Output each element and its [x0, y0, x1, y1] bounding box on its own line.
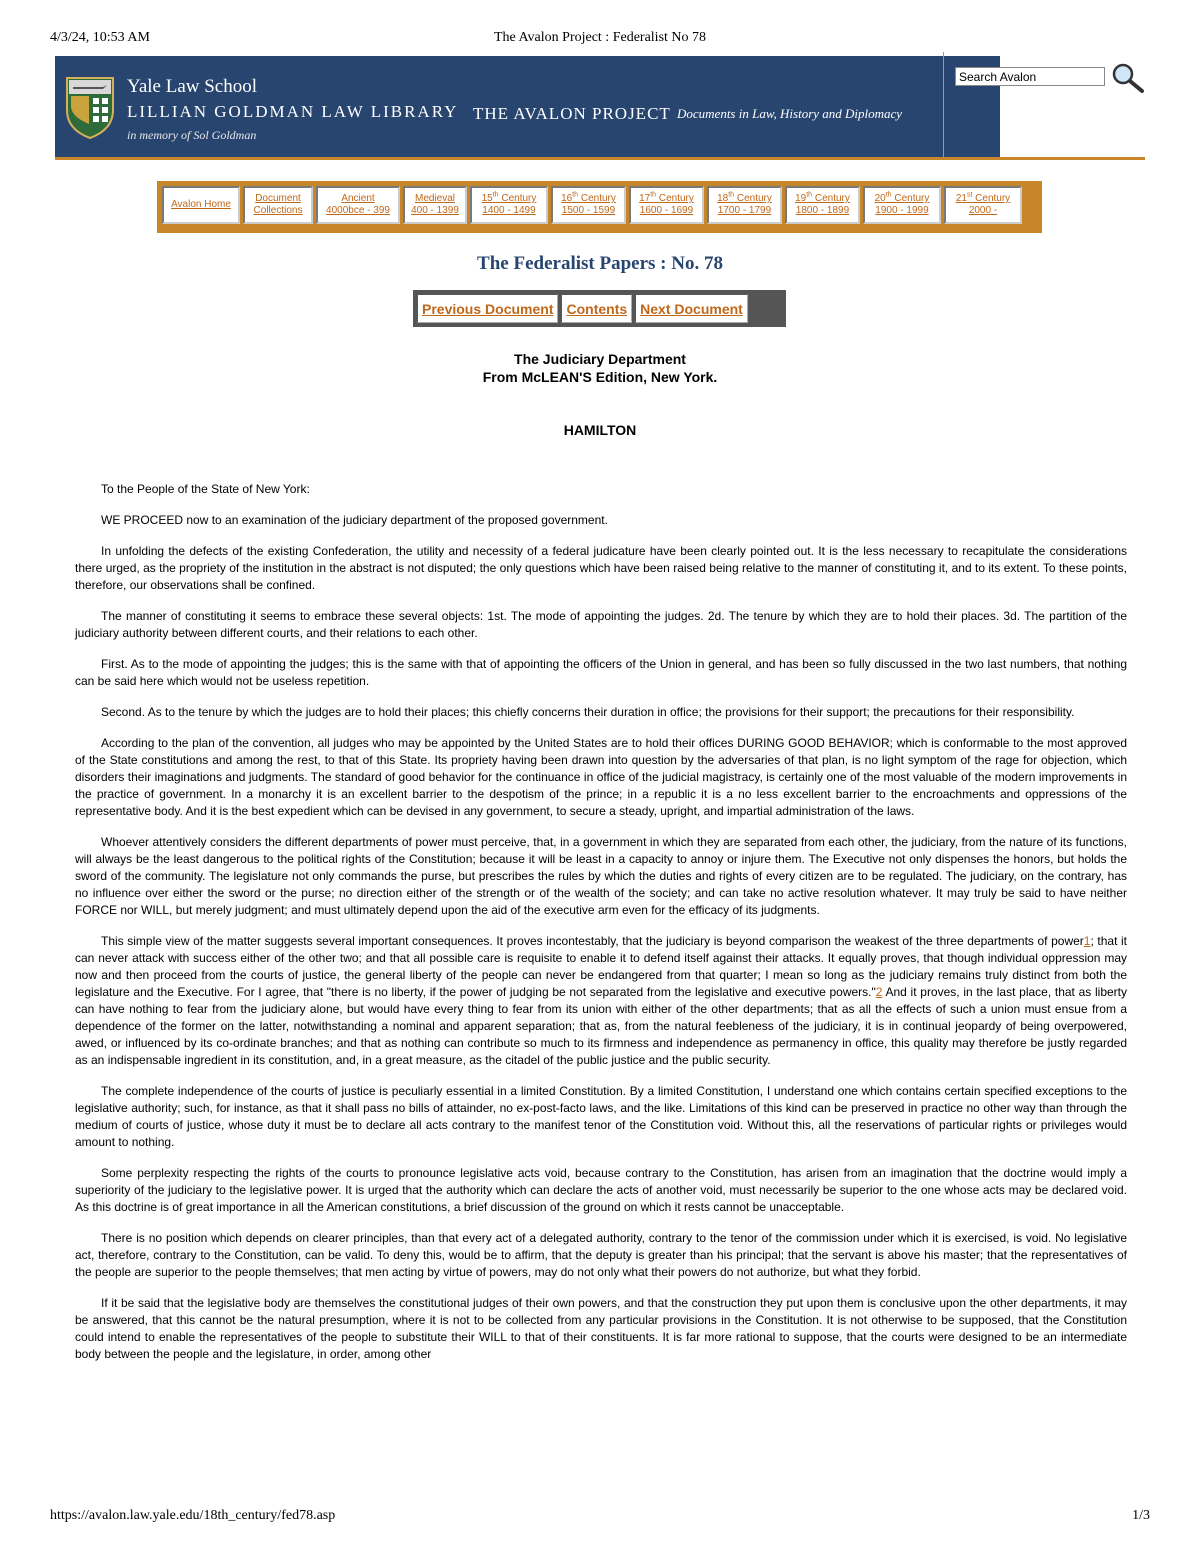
nav-label-line	[956, 193, 1010, 205]
nav-label-line	[482, 193, 537, 205]
century-number: 21	[955, 193, 967, 204]
nav-19th-century[interactable]	[785, 186, 860, 224]
century-number: 19	[795, 193, 807, 204]
nav-avalon-home[interactable]	[162, 186, 240, 224]
nav-label-line	[639, 193, 694, 205]
salutation: To the People of the State of New York:	[101, 482, 310, 496]
nav-20th-century[interactable]	[863, 186, 941, 224]
nav-label-line: 1500 - 1599	[561, 205, 616, 216]
nav-label-line: 1700 - 1799	[717, 205, 772, 216]
nav-label-line: Document	[255, 193, 301, 204]
avalon-project-title: THE AVALON PROJECT	[473, 104, 671, 123]
nav-label-line: 400 - 1399	[411, 205, 459, 216]
document-body	[75, 481, 1127, 1377]
paragraph-text: This simple view of the matter suggests several important consequences. It proves incontestably, that the judiciary is beyond comparison the weakest of the three departments of power	[101, 934, 1084, 948]
document-heading	[0, 350, 1200, 386]
nav-label-line: Medieval	[414, 193, 456, 204]
era-navigation	[157, 181, 1042, 233]
paragraph: Whoever attentively considers the different departments of power must perceive, that, in a government in which they are separated from each other, the judiciary, from the nature of its functions, will always be the least dangerous to the political rights of the Constitution; because it will be least in a capacity to annoy or injure them. The Executive not only dispenses the honors, but holds the sword of the community. The legislature not only commands the purse, but prescribes the rules by which the duties and rights of every citizen are to be regulated. The judiciary, on the contrary, has no influence over either the sword or the purse; no direction either of the strength or of the wealth of the society; and can take no active resolution whatever. It may truly be said to have neither FORCE nor WILL, but merely judgment; and must ultimately depend upon the aid of the executive arm even for the efficacy of its judgments.	[75, 835, 1127, 917]
century-suffix: st	[966, 191, 973, 199]
century-suffix: th	[572, 191, 579, 199]
nav-label-line	[875, 193, 930, 205]
paragraph: The manner of constituting it seems to embrace these several objects: 1st. The mode of appointing the judges. 2d. The tenure by which they are to hold their places. 3d. The partition of the judiciary authority between different courts, and their relations to each other.	[75, 609, 1127, 640]
century-number: 17	[639, 193, 651, 204]
century-suffix: th	[492, 191, 499, 199]
nav-17th-century[interactable]	[629, 186, 704, 224]
document-navigation	[413, 290, 786, 327]
nav-label-line: 4000bce - 399	[326, 205, 390, 216]
nav-label-line: 1400 - 1499	[482, 205, 536, 216]
nav-16th-century[interactable]	[551, 186, 626, 224]
print-datetime: 4/3/24, 10:53 AM	[50, 30, 150, 45]
nav-18th-century[interactable]	[707, 186, 782, 224]
nav-document-collections[interactable]	[243, 186, 313, 224]
yale-shield-logo	[65, 76, 115, 140]
paragraph: In unfolding the defects of the existing Confederation, the utility and necessity of a federal judicature have been clearly pointed out. It is the less necessary to recapitulate the considerations there urged, as the propriety of the institution in the abstract is not disputed; the only questions which have been raised being relative to the manner of constituting it, and to its extent. To these points, therefore, our observations shall be confined.	[75, 544, 1127, 592]
next-document-link[interactable]: Next Document	[635, 294, 748, 323]
paragraph	[75, 933, 1127, 1069]
footnote-link-2[interactable]: 2	[875, 985, 883, 999]
avalon-tagline: Documents in Law, History and Diplomacy	[677, 106, 903, 121]
paragraph: WE PROCEED now to an examination of the judiciary department of the proposed government.	[101, 513, 608, 527]
banner-accent-rule	[55, 157, 1145, 160]
document-title: The Federalist Papers : No. 78	[477, 253, 723, 274]
century-word: Century	[891, 193, 930, 204]
nav-label-line: 1800 - 1899	[795, 205, 850, 216]
nav-label-line: 1900 - 1999	[875, 205, 929, 216]
paragraph: First. As to the mode of appointing the judges; this is the same with that of appointing the officers of the Union in general, and has been so fully discussed in the two last numbers, that nothing can be said here which would not be useless repetition.	[75, 657, 1127, 688]
century-word: Century	[656, 193, 694, 204]
century-number: 15	[481, 193, 493, 204]
century-suffix: th	[806, 191, 813, 199]
paragraph: Second. As to the tenure by which the judges are to hold their places; this chiefly concerns their duration in office; the provisions for their support; the precautions for their responsibility.	[101, 705, 1075, 719]
century-word: Century	[972, 193, 1011, 204]
site-banner[interactable]	[55, 56, 1000, 157]
paragraph: According to the plan of the convention, all judges who may be appointed by the United States are to hold their offices DURING GOOD BEHAVIOR; which is conformable to the most approved of the State constitutions and among the rest, to that of this State. Its propriety having been drawn into question by the adversaries of that plan, is no light symptom of the rage for objection, which disorders their imaginations and judgments. The standard of good behavior for the continuance in office of the judicial magistracy, is certainly one of the most valuable of the modern improvements in the practice of government. In a monarchy it is an excellent barrier to the despotism of the prince; in a republic it is a no less excellent barrier to the encroachments and oppressions of the representative body. And it is the best expedient which can be devised in any government, to secure a steady, upright, and impartial administration of the laws.	[75, 736, 1127, 818]
search-input[interactable]	[955, 67, 1105, 86]
century-suffix: th	[650, 191, 657, 199]
century-word: Century	[498, 193, 537, 204]
print-header	[50, 30, 1150, 48]
footnote-link-1[interactable]: 1	[1083, 934, 1091, 948]
nav-label-line: Collections	[253, 205, 303, 216]
banner-separator	[943, 52, 944, 157]
nav-label-line: 1600 - 1699	[639, 205, 694, 216]
nav-label-line: Ancient	[341, 193, 375, 204]
library-name: LILLIAN GOLDMAN LAW LIBRARY	[127, 102, 459, 121]
paragraph: There is no position which depends on clearer principles, than that every act of a delegated authority, contrary to the tenor of the commission under which it is exercised, is void. No legislative act, therefore, contrary to the Constitution, can be valid. To deny this, would be to affirm, that the deputy is greater than his principal; that the servant is above his master; that the representatives of the people are superior to the people themselves; that men acting by virtue of powers, may do not only what their powers do not authorize, but what they forbid.	[75, 1231, 1127, 1279]
print-url: https://avalon.law.yale.edu/18th_century/fed78.asp	[50, 1508, 336, 1523]
century-number: 20	[874, 193, 886, 204]
nav-21st-century[interactable]	[944, 186, 1022, 224]
previous-document-link[interactable]: Previous Document	[417, 294, 558, 323]
paragraph: Some perplexity respecting the rights of the courts to pronounce legislative acts void, because contrary to the Constitution, has arisen from an imagination that the doctrine would imply a superiority of the judiciary to the legislative power. It is urged that the authority which can declare the acts of another void, must necessarily be superior to the one whose acts may be declared void. As this doctrine is of great importance in all the American constitutions, a brief discussion of the ground on which it rests cannot be unacceptable.	[75, 1166, 1127, 1214]
author-name: HAMILTON	[563, 422, 637, 438]
paragraph: If it be said that the legislative body are themselves the constitutional judges of their own powers, and that the construction they put upon them is conclusive upon the other departments, it may be answered, that this cannot be the natural presumption, where it is not to be collected from any particular provisions in the Constitution. It is not otherwise to be supposed, that the Constitution could intend to enable the representatives of the people to substitute their WILL to that of their constituents. It is far more rational to suppose, that the courts were designed to be an intermediate body between the people and the legislature, in order, among other	[75, 1296, 1127, 1361]
magnifier-icon[interactable]	[1110, 62, 1146, 94]
nav-label-line	[717, 193, 772, 205]
edition-line: From McLEAN'S Edition, New York.	[482, 369, 718, 385]
print-page-number: 1/3	[1132, 1508, 1150, 1523]
century-suffix: th	[728, 191, 735, 199]
century-number: 18	[717, 193, 729, 204]
paragraph-text: ; that it can never attack with success either of the other two; and that all possible care is requisite to enable it to defend itself against their attacks. It equally proves, that though individual oppression may now and then proceed from the courts of justice, the general liberty of the people can never be endangered from that quarter; I mean so long as the judiciary remains truly distinct from both the legislature and the Executive. For I agree, that "there is no liberty, if the power of judging be not separated from the legislative and executive powers."	[75, 934, 1127, 999]
nav-home-label: Avalon Home	[171, 199, 231, 210]
nav-medieval[interactable]	[403, 186, 467, 224]
section-heading: The Judiciary Department	[514, 351, 686, 367]
nav-ancient[interactable]	[316, 186, 400, 224]
century-word: Century	[578, 193, 616, 204]
nav-label-line: 2000 -	[968, 205, 998, 216]
contents-link[interactable]: Contents	[561, 294, 632, 323]
paragraph: The complete independence of the courts of justice is peculiarly essential in a limited Constitution. By a limited Constitution, I understand one which contains certain specified exceptions to the legislative authority; such, for instance, as that it shall pass no bills of attainder, no ex-post-facto laws, and the like. Limitations of this kind can be preserved in practice no other way than through the medium of courts of justice, whose duty it must be to declare all acts contrary to the manifest tenor of the Constitution void. Without this, all the reservations of particular rights or privileges would amount to nothing.	[75, 1084, 1127, 1149]
nav-label-line	[795, 193, 850, 205]
nav-15th-century[interactable]	[470, 186, 548, 224]
print-footer	[50, 1508, 1150, 1526]
century-suffix: th	[885, 191, 892, 199]
century-word: Century	[734, 193, 772, 204]
paragraph-text: And it proves, in the last place, that as liberty can have nothing to fear from the judiciary alone, but would have every thing to fear from its union with either of the other departments; that as all the effects of such a union must ensue from a dependence of the former on the latter, notwithstanding a nominal and apparent separation; that as, from the natural feebleness of the judiciary, it is in continual jeopardy of being overpowered, awed, or influenced by its co-ordinate branches; and that as nothing can contribute so much to its firmness and independence as permanency in office, this quality may therefore be justly regarded as an indispensable ingredient in its constitution, and, in a great measure, as the citadel of the public justice and the public security.	[75, 985, 1127, 1067]
school-name: Yale Law School	[127, 76, 258, 97]
century-number: 16	[561, 193, 573, 204]
nav-label-line	[561, 193, 616, 205]
memorial-line: in memory of Sol Goldman	[127, 128, 257, 142]
century-word: Century	[812, 193, 850, 204]
print-page-title: The Avalon Project : Federalist No 78	[493, 30, 707, 45]
